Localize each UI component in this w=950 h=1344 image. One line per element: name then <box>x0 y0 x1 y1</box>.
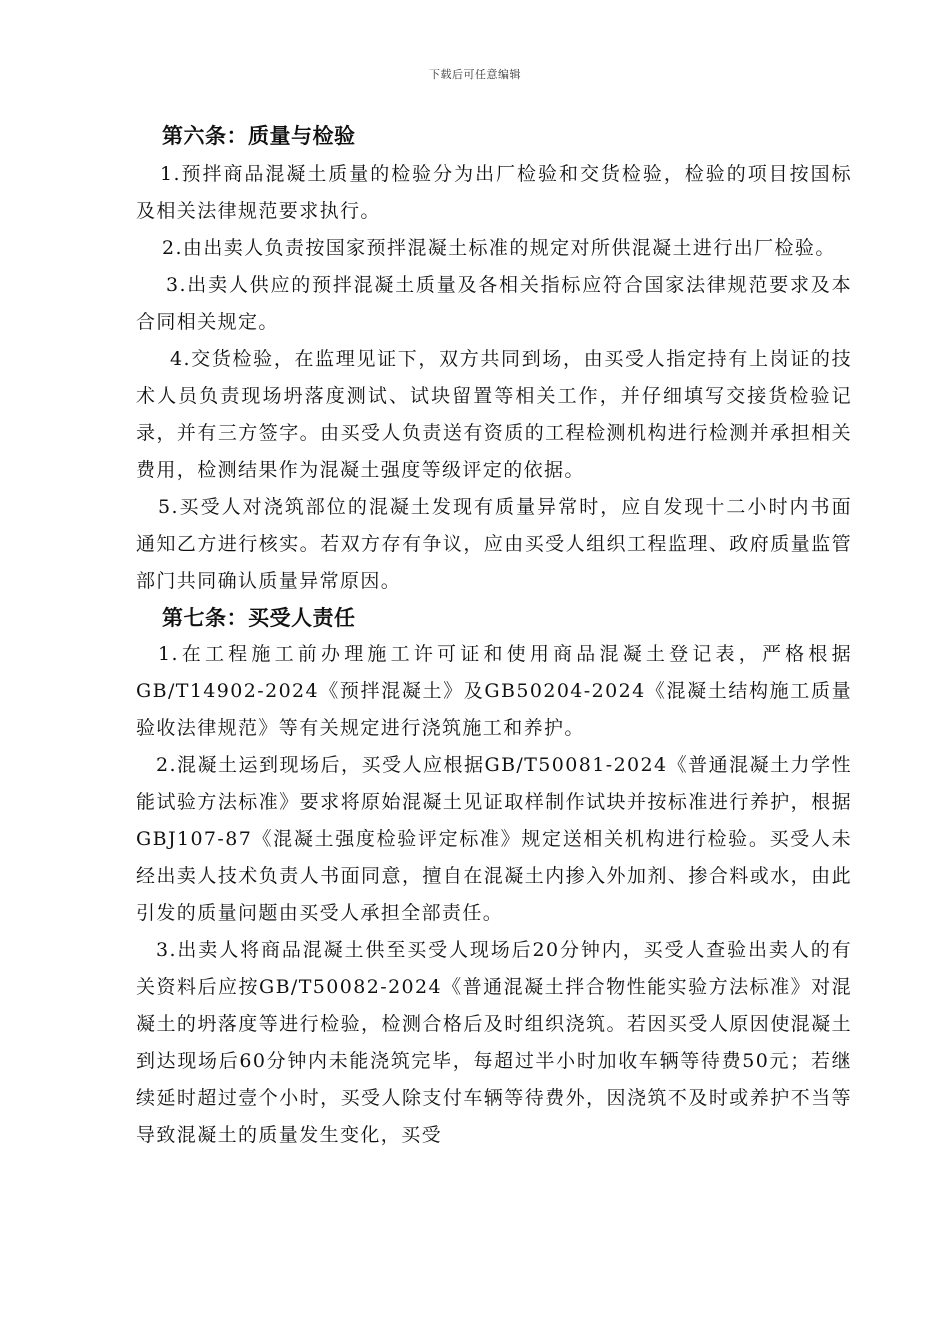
section-heading-article-6: 第六条：质量与检验 <box>162 123 356 148</box>
paragraph-7-2: 2.混凝土运到现场后，买受人应根据GB/T50081-2024《普通混凝土力学性能试验方法标准》要求将原始混凝土见证取样制作试块并按标准进行养护，根据GBJ107-87《混凝土强度检验评定标准》规定送相关机构进行检验。买受人未经出卖人技术负责人书面同意，擅自在混凝土内掺入外加剂、掺合料或水，由此引发的质量问题由买受人承担全部责任。 <box>136 754 852 924</box>
paragraph-6-2: 2.由出卖人负责按国家预拌混凝土标准的规定对所供混凝土进行出厂检验。 <box>162 237 836 259</box>
header-note: 下载后可任意编辑 <box>429 68 521 81</box>
paragraph-6-3: 3.出卖人供应的预拌混凝土质量及各相关指标应符合国家法律规范要求及本合同相关规定。 <box>136 274 852 333</box>
paragraph-6-4: 4.交货检验，在监理见证下，双方共同到场，由买受人指定持有上岗证的技术人员负责现场坍落度测试、试块留置等相关工作，并仔细填写交接货检验记录，并有三方签字。由买受人负责送有资质的工程检测机构进行检测并承担相关费用，检测结果作为混凝土强度等级评定的依据。 <box>136 348 852 481</box>
paragraph-6-5: 5.买受人对浇筑部位的混凝土发现有质量异常时，应自发现十二小时内书面通知乙方进行核实。若双方存有争议，应由买受人组织工程监理、政府质量监管部门共同确认质量异常原因。 <box>136 496 852 592</box>
document-body <box>136 118 852 1154</box>
paragraph-7-3: 3.出卖人将商品混凝土供至买受人现场后20分钟内，买受人查验出卖人的有关资料后应按GB/T50082-2024《普通混凝土拌合物性能实验方法标准》对混凝土的坍落度等进行检验，检测合格后及时组织浇筑。若因买受人原因使混凝土到达现场后60分钟内未能浇筑完毕，每超过半小时加收车辆等待费50元；若继续延时超过壹个小时，买受人除支付车辆等待费外，因浇筑不及时或养护不当等导致混凝土的质量发生变化，买受 <box>136 939 852 1146</box>
section-heading-article-7: 第七条：买受人责任 <box>162 605 356 630</box>
paragraph-6-1: 1.预拌商品混凝土质量的检验分为出厂检验和交货检验，检验的项目按国标及相关法律规范要求执行。 <box>136 163 852 222</box>
paragraph-7-1: 1.在工程施工前办理施工许可证和使用商品混凝土登记表，严格根据GB/T14902-2024《预拌混凝土》及GB50204-2024《混凝土结构施工质量验收法律规范》等有关规定进行浇筑施工和养护。 <box>136 643 852 739</box>
